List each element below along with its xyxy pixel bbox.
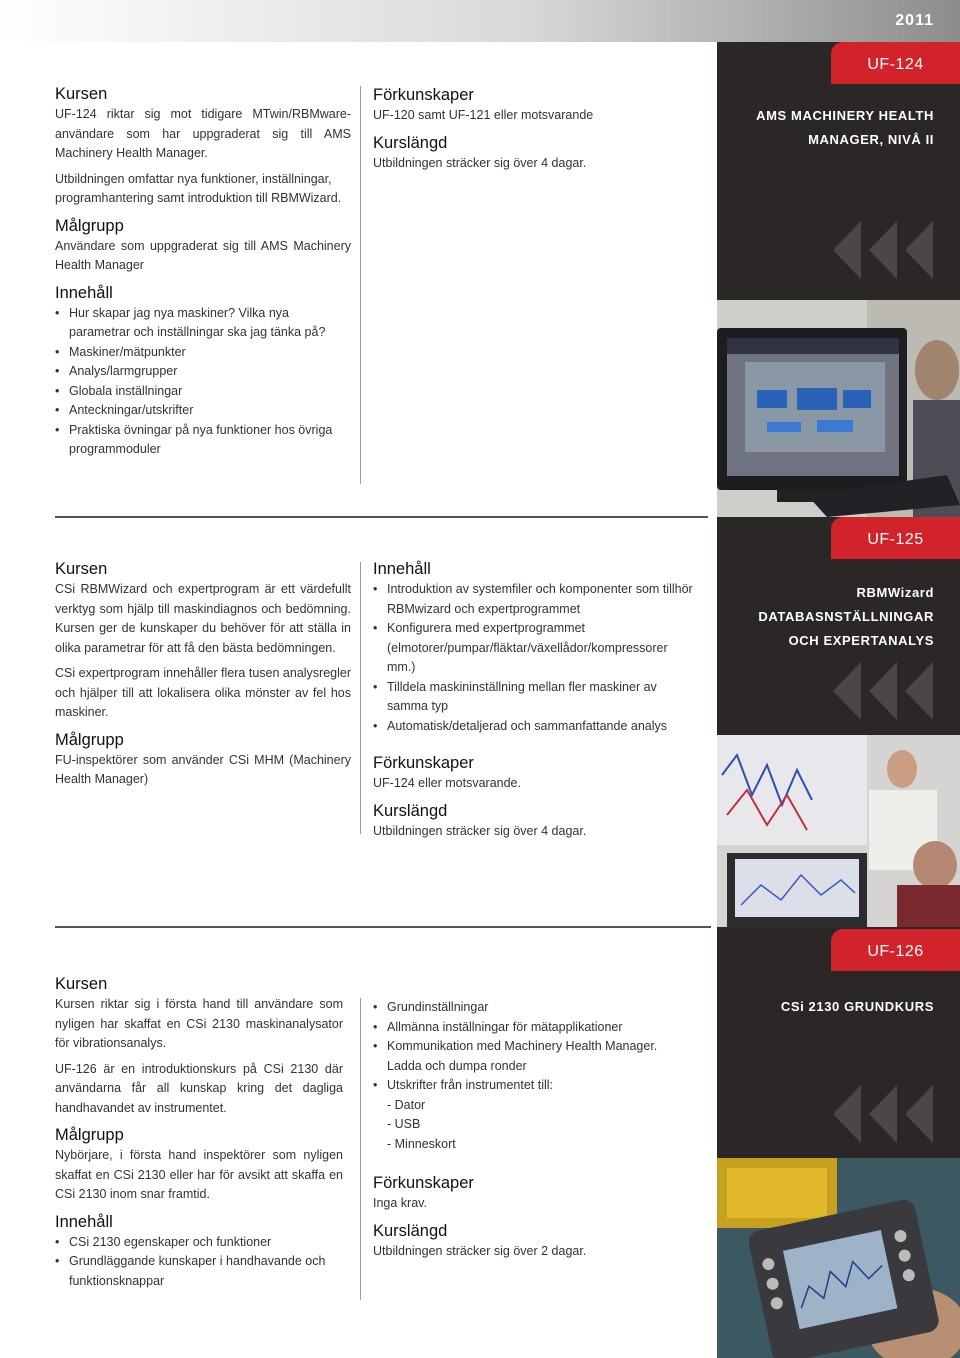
triple-left-chevron-icon xyxy=(833,662,939,720)
sub-list-item: - Minneskort xyxy=(387,1136,456,1151)
kursen-text: CSi RBMWizard och expertprogram är ett värdefullt verktyg som hjälp till maskindiagnos och bedömning. Kursen ger de kunskaper du behöver för att ställa in olika parametrar för att få den bästa bedömningen. xyxy=(55,582,351,655)
heading-kursen: Kursen xyxy=(55,560,108,578)
photo-csi-2130-device xyxy=(717,1158,960,1358)
kursen-text: Utbildningen omfattar nya funktioner, inställningar, programhantering samt introduktion till RBMWizard. xyxy=(55,171,342,205)
course-code-badge: UF-124 xyxy=(831,42,960,84)
heading-kurslangd: Kurslängd xyxy=(373,1221,448,1240)
list-item: • Kommunikation med Machinery Health Manager. Ladda och dumpa ronder xyxy=(373,1037,693,1076)
column-divider xyxy=(360,998,361,1300)
section-divider xyxy=(55,516,708,518)
list-item: • Allmänna inställningar för mätapplikationer xyxy=(373,1018,693,1038)
forkunskaper-text: Inga krav. xyxy=(373,1196,427,1210)
heading-malgrupp: Målgrupp xyxy=(55,730,124,749)
course-title-line: AMS MACHINERY HEALTH xyxy=(756,108,934,123)
kurslangd-text: Utbildningen sträcker sig över 4 dagar. xyxy=(373,155,587,170)
header-bar xyxy=(0,0,960,42)
uf126-left-column xyxy=(55,973,343,1291)
heading-innehall: Innehåll xyxy=(373,560,431,578)
kurslangd-text: Utbildningen sträcker sig över 4 dagar. xyxy=(373,823,587,838)
list-item: • Globala inställningar xyxy=(55,382,351,402)
column-divider xyxy=(360,562,361,834)
kursen-text: Kursen riktar sig i första hand till användare som nyligen har skaffat en CSi 2130 maskinanalysator för vibrationsanalys. xyxy=(55,997,343,1050)
list-item: • Introduktion av systemfiler och komponenter som tillhör RBMwizard och expertprogrammet xyxy=(373,580,693,619)
heading-malgrupp: Målgrupp xyxy=(55,216,124,235)
malgrupp-text: Användare som uppgraderat sig till AMS Machinery Health Manager xyxy=(55,238,351,272)
uf124-left-column xyxy=(55,83,351,460)
course-title xyxy=(734,581,934,653)
column-divider xyxy=(360,86,361,484)
list-item: • Anteckningar/utskrifter xyxy=(55,401,351,421)
section-divider xyxy=(55,926,711,928)
triple-left-chevron-icon xyxy=(833,1085,939,1143)
malgrupp-text: Nybörjare, i första hand inspektörer som nyligen skaffat en CSi 2130 eller har för avsikt att skaffa en CSi 2130 inom snar framtid. xyxy=(55,1148,343,1201)
course-title-line: RBMWizard xyxy=(856,585,934,600)
course-code-badge: UF-125 xyxy=(831,517,960,559)
list-item: • Maskiner/mätpunkter xyxy=(55,343,351,363)
heading-kursen: Kursen xyxy=(55,975,108,993)
innehall-list xyxy=(55,1233,343,1292)
photo-computer-workstation xyxy=(717,300,960,517)
list-item: • CSi 2130 egenskaper och funktioner xyxy=(55,1233,343,1253)
heading-kursen: Kursen xyxy=(55,85,108,103)
heading-forkunskaper: Förkunskaper xyxy=(373,1174,474,1192)
list-item: • Praktiska övningar på nya funktioner hos övriga programmoduler xyxy=(55,421,351,460)
course-title xyxy=(734,104,934,152)
forkunskaper-text: UF-120 samt UF-121 eller motsvarande xyxy=(373,108,594,122)
list-item: • Analys/larmgrupper xyxy=(55,362,351,382)
course-title-line: MANAGER, NIVÅ II xyxy=(808,132,934,147)
kursen-text: CSi expertprogram innehåller flera tusen analysregler och hjälper till att lokalisera olika mönster av fel hos maskiner. xyxy=(55,666,351,719)
sub-list-item: - Dator xyxy=(387,1097,426,1112)
list-item: • Automatisk/detaljerad och sammanfattande analys xyxy=(373,717,693,737)
kurslangd-text: Utbildningen sträcker sig över 2 dagar. xyxy=(373,1243,587,1258)
year-label: 2011 xyxy=(895,12,934,29)
kursen-text: UF-126 är en introduktionskurs på CSi 2130 där användarna får all kunskap kring det dagliga handhavandet av instrumentet. xyxy=(55,1061,343,1115)
innehall-list xyxy=(55,304,351,460)
heading-kurslangd: Kurslängd xyxy=(373,133,448,152)
photo-training-session xyxy=(717,735,960,927)
innehall-list xyxy=(373,580,693,736)
heading-innehall: Innehåll xyxy=(55,1212,113,1231)
heading-malgrupp: Målgrupp xyxy=(55,1126,124,1144)
list-item: • Grundläggande kunskaper i handhavande och funktionsknappar xyxy=(55,1252,343,1291)
course-title-line: CSi 2130 GRUNDKURS xyxy=(780,999,934,1014)
list-item: • Konfigurera med expertprogrammet (elmotorer/pumpar/fläktar/växellådor/kompressorer mm.) xyxy=(373,619,693,678)
list-item: • Hur skapar jag nya maskiner? Vilka nya parametrar och inställningar ska jag tänka på? xyxy=(55,304,351,343)
list-item: • Tilldela maskininställning mellan fler maskiner av samma typ xyxy=(373,678,693,717)
heading-forkunskaper: Förkunskaper xyxy=(373,86,474,104)
course-title xyxy=(734,995,934,1019)
course-code-badge: UF-126 xyxy=(831,929,960,971)
uf125-left-column xyxy=(55,558,351,796)
malgrupp-text: FU-inspektörer som använder CSi MHM (Machinery Health Manager) xyxy=(55,752,351,786)
forkunskaper-text: UF-124 eller motsvarande. xyxy=(373,776,521,790)
sub-list-item: - USB xyxy=(387,1117,421,1131)
course-title-line: DATABASNSTÄLLNINGAR xyxy=(758,609,934,624)
kursen-text: UF-124 riktar sig mot tidigare MTwin/RBMware-användare som har uppgraderat sig till AMS Machinery Health Manager. xyxy=(55,107,351,160)
uf126-middle-column xyxy=(373,998,693,1267)
course-title-line: OCH EXPERTANALYS xyxy=(788,633,934,648)
list-item: • Utskrifter från instrumentet till: xyxy=(373,1076,693,1096)
uf124-middle-column xyxy=(373,84,693,179)
heading-kurslangd: Kurslängd xyxy=(373,801,448,820)
list-item: • Grundinställningar xyxy=(373,998,693,1018)
triple-left-chevron-icon xyxy=(833,221,939,279)
heading-innehall: Innehåll xyxy=(55,283,113,302)
uf125-middle-column xyxy=(373,558,693,847)
heading-forkunskaper: Förkunskaper xyxy=(373,754,474,772)
innehall-list xyxy=(373,998,693,1096)
